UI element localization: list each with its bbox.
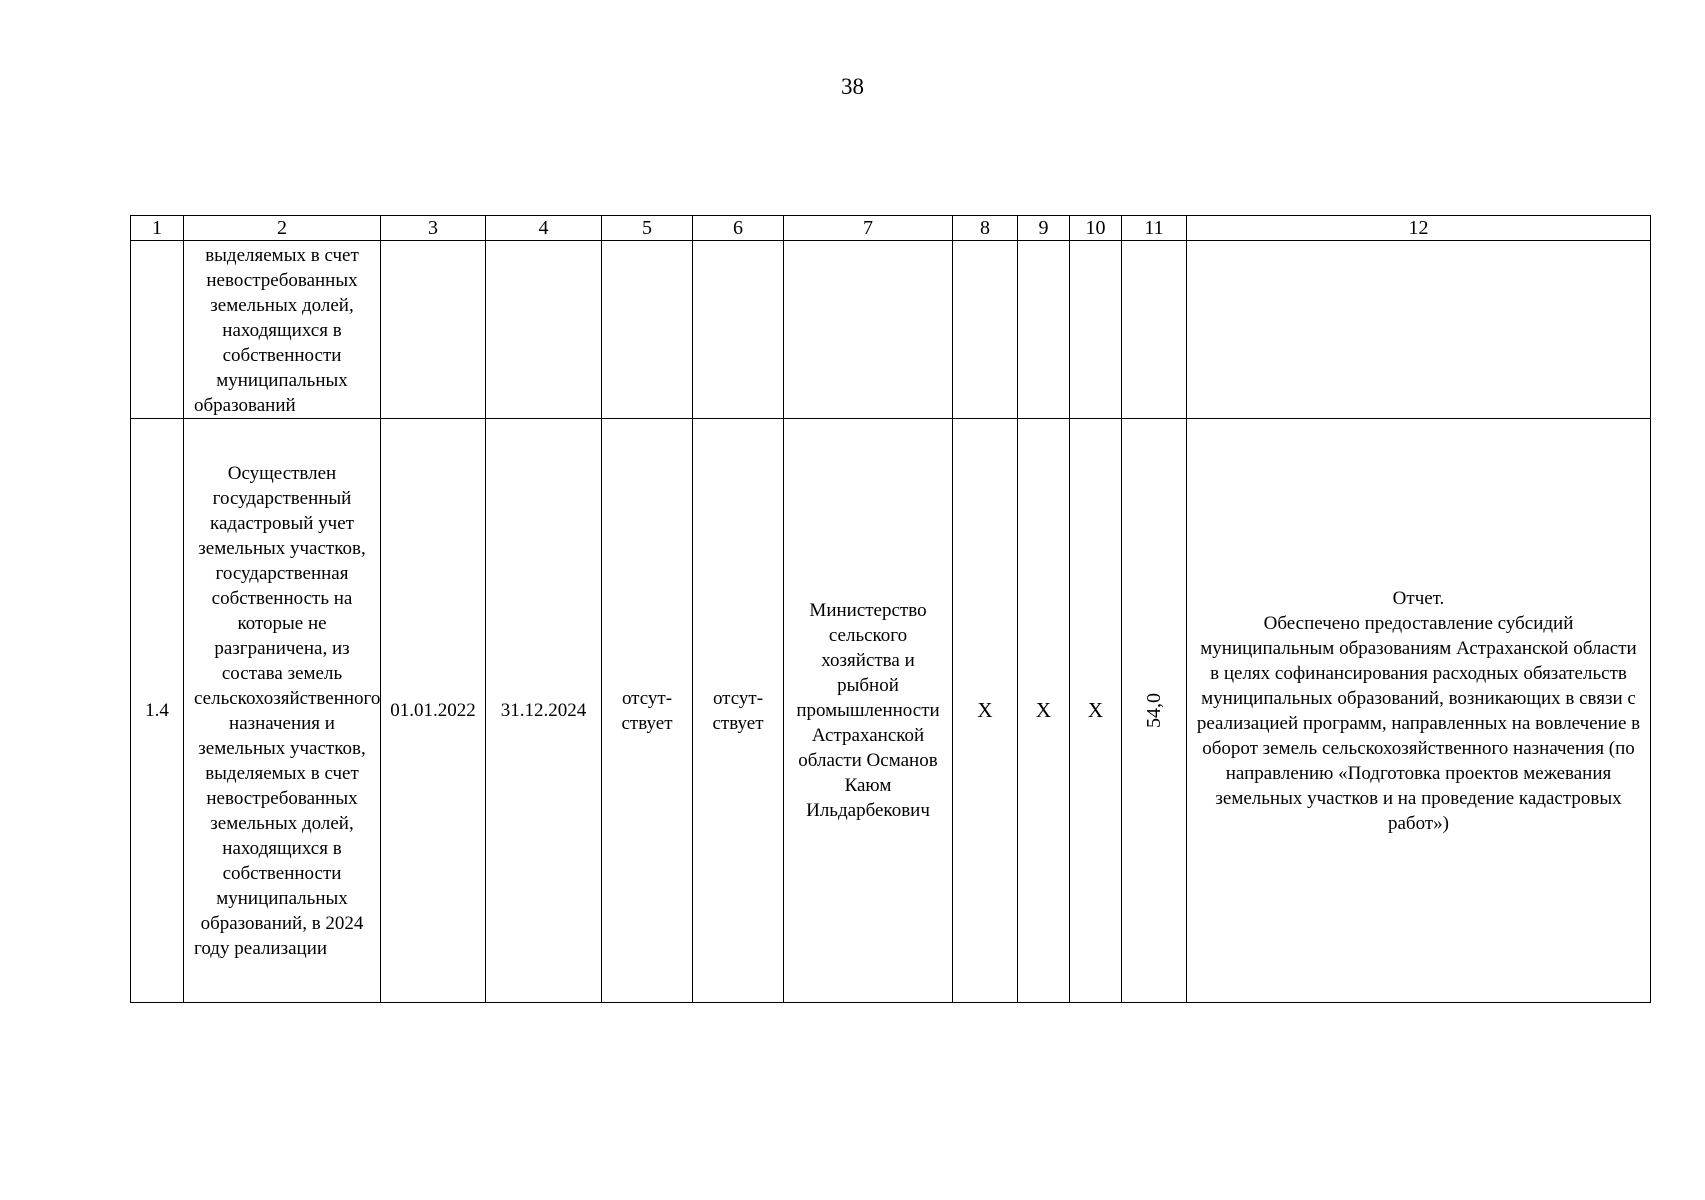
empty-cell — [486, 241, 602, 419]
column-6-value: отсут-ствует — [693, 419, 784, 1003]
header-cell: 5 — [602, 216, 693, 241]
responsible-executor: Министерство сельского хозяйства и рыбной промышленности Астраханской области Османов Каюм Ильдарбекович — [784, 419, 953, 1003]
report-text: Обеспечено предоставление субсидий муниципальным образованиям Астраханской области в целях софинансирования расходных обязательств муниципальных образований, возникающих в связи с реализацией программ, направленных на вовлечение в оборот земель сельскохозяйственного назначения (по направлению «Подготовка проектов межевания земельных участков и на проведение кадастровых работ») — [1196, 612, 1641, 834]
program-table — [130, 215, 1651, 1003]
page-number: 38 — [841, 74, 864, 99]
header-cell: 12 — [1187, 216, 1651, 241]
empty-cell — [1122, 241, 1187, 419]
report-cell — [1187, 419, 1651, 1003]
row-number: 1.4 — [131, 419, 184, 1003]
empty-cell — [131, 241, 184, 419]
header-cell: 1 — [131, 216, 184, 241]
column-10-mark: X — [1070, 419, 1122, 1003]
header-cell: 2 — [184, 216, 381, 241]
empty-cell — [1187, 241, 1651, 419]
empty-cell — [602, 241, 693, 419]
header-cell: 3 — [381, 216, 486, 241]
column-9-mark: X — [1018, 419, 1070, 1003]
header-cell: 7 — [784, 216, 953, 241]
table-row-1-4 — [131, 419, 1651, 1003]
empty-cell — [381, 241, 486, 419]
header-cell: 9 — [1018, 216, 1070, 241]
header-cell: 6 — [693, 216, 784, 241]
column-11-cell — [1122, 419, 1187, 1003]
funding-amount: 54,0 — [1142, 693, 1165, 728]
empty-cell — [1070, 241, 1122, 419]
event-description: Осуществлен государственный кадастровый учет земельных участков, государственная собственность на которые не разграничена, из состава земель сельскохозяйственного назначения и земельных участков, выделяемых в счет невостребованных земельных долей, находящихся в собственности муниципальных образований, в 2024 году реализации — [184, 419, 381, 1003]
column-8-mark: X — [953, 419, 1018, 1003]
end-date: 31.12.2024 — [486, 419, 602, 1003]
empty-cell — [953, 241, 1018, 419]
start-date: 01.01.2022 — [381, 419, 486, 1003]
continuation-description: выделяемых в счет невостребованных земельных долей, находящихся в собственности муниципальных образований — [184, 241, 381, 419]
column-number-row — [131, 216, 1651, 241]
header-cell: 4 — [486, 216, 602, 241]
report-title: Отчет. — [1392, 587, 1445, 609]
header-cell: 11 — [1122, 216, 1187, 241]
column-5-value: отсут-ствует — [602, 419, 693, 1003]
empty-cell — [1018, 241, 1070, 419]
empty-cell — [693, 241, 784, 419]
header-cell: 8 — [953, 216, 1018, 241]
header-cell: 10 — [1070, 216, 1122, 241]
empty-cell — [784, 241, 953, 419]
table-row-continuation — [131, 241, 1651, 419]
